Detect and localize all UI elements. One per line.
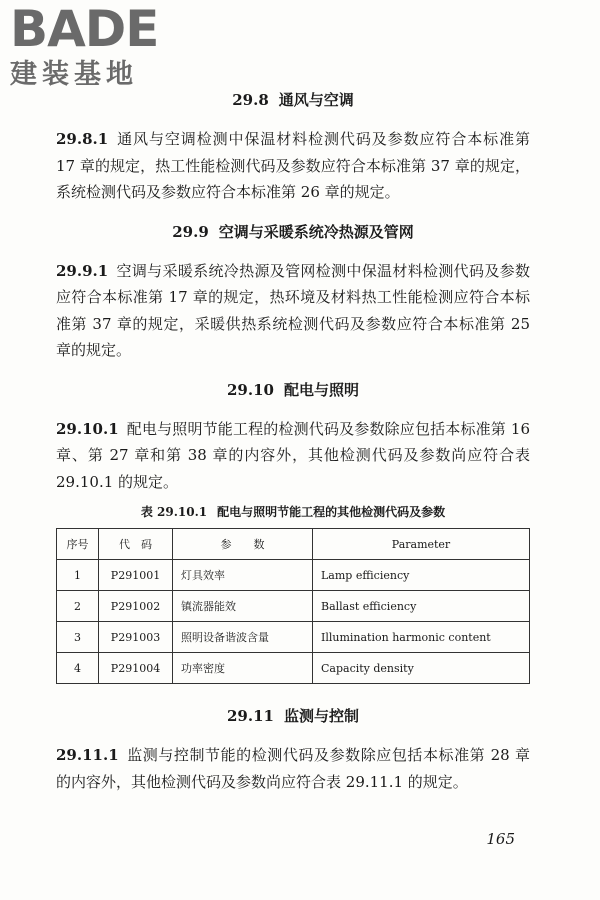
clause-text: 通风与空调检测中保温材料检测代码及参数应符合本标准第 17 章的规定，热工性能检测代码及参数应符合本标准第 37 章的规定，系统检测代码及参数应符合本标准第 26 章的规定。 — [56, 130, 530, 201]
table-row — [57, 560, 530, 591]
clause-number: 29.10.1 — [56, 419, 119, 438]
header-parameter: Parameter — [313, 529, 530, 560]
cell-seq: 2 — [57, 591, 99, 622]
cell-seq: 1 — [57, 560, 99, 591]
section-heading-29-10 — [56, 380, 530, 400]
bade-logo — [10, 0, 159, 90]
clause-29-11-1 — [56, 742, 530, 795]
clause-text: 空调与采暖系统冷热源及管网检测中保温材料检测代码及参数应符合本标准第 17 章的规定，热环境及材料热工性能检测应符合本标准第 37 章的规定，采暖供热系统检测代码及参数应符合本标准第 25 章的规定。 — [56, 261, 530, 359]
section-heading-29-8 — [56, 90, 530, 110]
section-number: 29.10 — [227, 380, 274, 399]
table-number: 表 29.10.1 — [140, 505, 208, 519]
section-title: 通风与空调 — [278, 91, 354, 109]
cell-seq: 4 — [57, 653, 99, 684]
section-title: 空调与采暖系统冷热源及管网 — [218, 222, 414, 241]
table-row — [57, 622, 530, 653]
section-number: 29.9 — [172, 222, 209, 241]
clause-29-8-1 — [56, 126, 530, 206]
cell-code: P291002 — [99, 591, 173, 622]
clause-text: 监测与控制节能的检测代码及参数除应包括本标准第 28 章的内容外，其他检测代码及参数尚应符合表 29.11.1 的规定。 — [56, 746, 530, 791]
section-title: 监测与控制 — [283, 707, 359, 725]
table-row — [57, 591, 530, 622]
logo-wordmark: BADE — [10, 0, 159, 58]
cell-parameter: Capacity density — [313, 653, 530, 684]
table-title: 配电与照明节能工程的其他检测代码及参数 — [217, 505, 446, 519]
page-number: 165 — [486, 830, 515, 848]
cell-code: P291003 — [99, 622, 173, 653]
cell-code: P291004 — [99, 653, 173, 684]
section-heading-29-9 — [56, 222, 530, 242]
section-number: 29.8 — [232, 91, 269, 109]
cell-param: 灯具效率 — [173, 560, 313, 591]
parameter-table — [56, 528, 530, 684]
section-number: 29.11 — [227, 707, 274, 725]
cell-parameter: Ballast efficiency — [313, 591, 530, 622]
clause-text: 配电与照明节能工程的检测代码及参数除应包括本标准第 16 章、第 27 章和第 38 章的内容外，其他检测代码及参数尚应符合表 29.10.1 的规定。 — [56, 419, 530, 491]
table-row — [57, 653, 530, 684]
table-header-row — [57, 529, 530, 560]
clause-number: 29.8.1 — [56, 130, 109, 148]
header-code: 代 码 — [99, 529, 173, 560]
clause-number: 29.9.1 — [56, 261, 109, 280]
cell-parameter: Lamp efficiency — [313, 560, 530, 591]
header-seq: 序号 — [57, 529, 99, 560]
clause-number: 29.11.1 — [56, 746, 119, 764]
section-heading-29-11 — [56, 706, 530, 726]
clause-29-10-1 — [56, 416, 530, 496]
cell-seq: 3 — [57, 622, 99, 653]
table-caption — [56, 503, 530, 520]
header-param: 参 数 — [173, 529, 313, 560]
clause-29-9-1 — [56, 258, 530, 364]
cell-param: 功率密度 — [173, 653, 313, 684]
cell-param: 镇流器能效 — [173, 591, 313, 622]
cell-code: P291001 — [99, 560, 173, 591]
document-body — [56, 90, 530, 811]
cell-param: 照明设备谐波含量 — [173, 622, 313, 653]
logo-subtitle: 建装基地 — [10, 59, 138, 90]
cell-parameter: Illumination harmonic content — [313, 622, 530, 653]
section-title: 配电与照明 — [283, 380, 359, 399]
